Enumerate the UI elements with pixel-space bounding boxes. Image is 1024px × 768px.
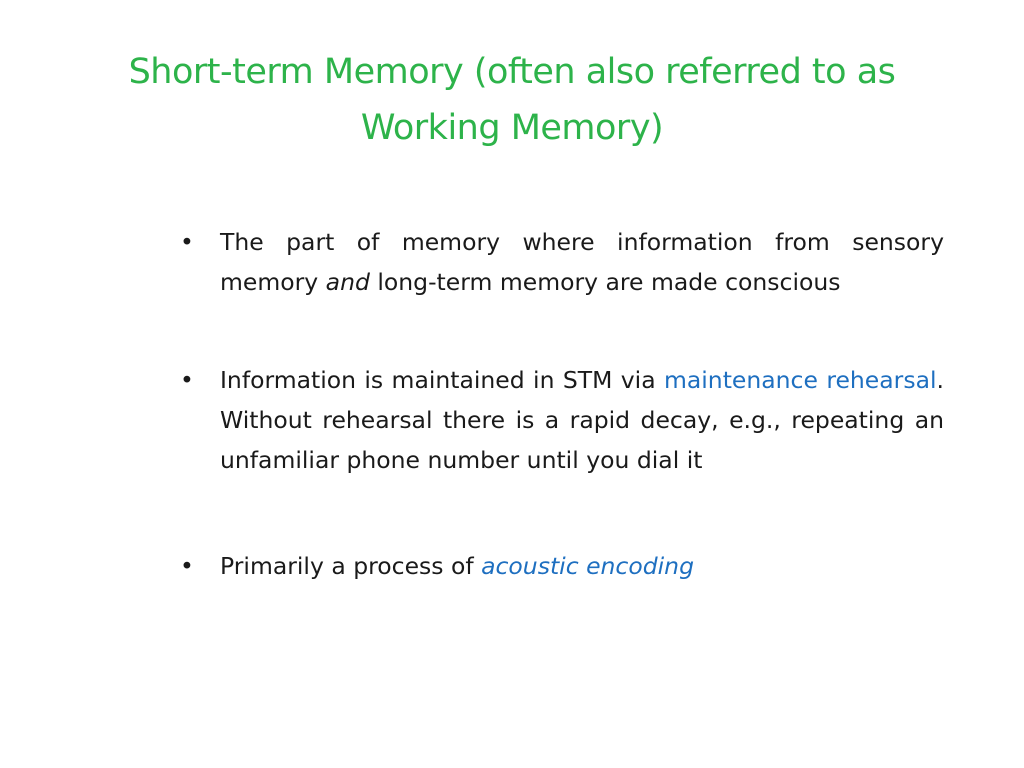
- bullet-emphasis-and: and: [325, 268, 370, 296]
- term-maintenance-rehearsal: maintenance rehearsal: [663, 366, 937, 394]
- bullet-text-part: The part of memory where information from sensory memory: [220, 228, 944, 296]
- bullet-list: [180, 222, 944, 586]
- bullet-dot-icon: •: [180, 228, 194, 256]
- bullet-dot-icon: •: [180, 366, 194, 394]
- bullet-text-part: Primarily a process of: [220, 552, 482, 580]
- bullet-text-part: . Without rehearsal there is a rapid decay, e.g., repeating an unfamiliar phone number until you dial it: [220, 366, 944, 474]
- bullet-item-working-memory-definition: [180, 222, 944, 302]
- term-acoustic-encoding: acoustic encoding: [481, 552, 694, 580]
- slide-title: Short-term Memory (often also referred to as Working Memory): [128, 52, 896, 148]
- bullet-dot-icon: •: [180, 552, 194, 580]
- bullet-text-part: long-term memory are made conscious: [369, 268, 841, 296]
- bullet-item-maintenance-rehearsal: [180, 360, 944, 480]
- bullet-text-part: Information is maintained in STM via: [220, 366, 664, 394]
- bullet-item-acoustic-encoding: [180, 546, 944, 586]
